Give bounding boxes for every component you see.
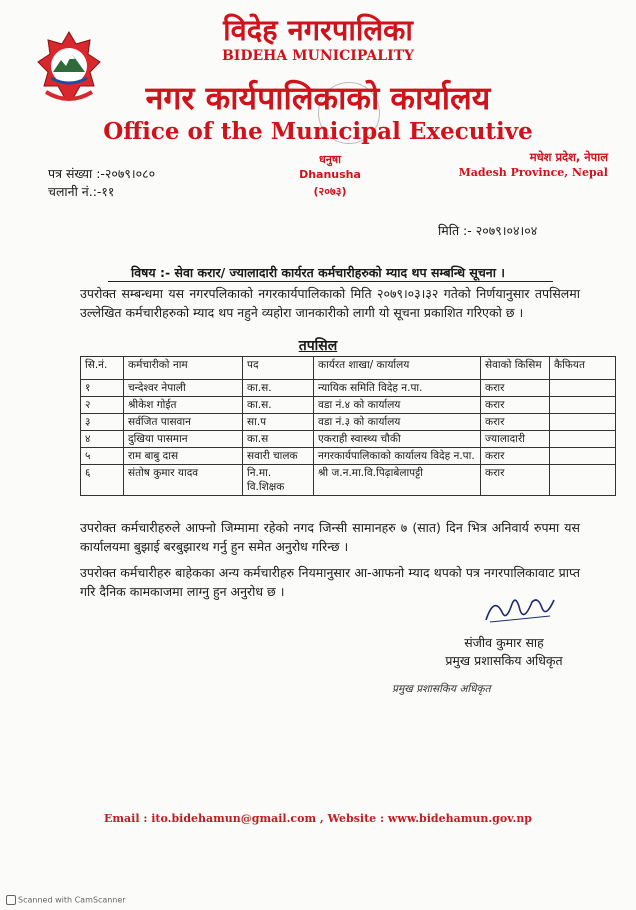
header-serial: सि.नं. [81, 357, 124, 380]
header-service-type: सेवाको किसिम [481, 357, 550, 380]
table-row [81, 380, 616, 397]
cell-serial: ५ [81, 448, 124, 465]
cell-post: सवारी चालक [243, 448, 314, 465]
district-code: (२०७३) [313, 185, 347, 198]
cell-branch: न्यायिक समिति विदेह न.पा. [314, 380, 481, 397]
cell-branch: नगरकार्यपालिकाको कार्यालय विदेह न.पा. [314, 448, 481, 465]
letter-number: पत्र संख्या :-२०७९।०८० [48, 166, 156, 181]
cell-remarks [550, 431, 616, 448]
footer-contact: Email : ito.bidehamun@gmail.com , Website : www.bidehamun.gov.np [103, 812, 533, 825]
scanner-watermark [6, 895, 126, 905]
camscanner-icon [6, 895, 16, 905]
cell-name: दुखिया पासमान [124, 431, 243, 448]
province-nepali: मधेश प्रदेश, नेपाल [529, 150, 608, 164]
cell-name: राम बाबु दास [124, 448, 243, 465]
cell-service-type: ज्यालादारी [481, 431, 550, 448]
office-name-english: Office of the Municipal Executive [103, 118, 533, 145]
cell-service-type: करार [481, 448, 550, 465]
cell-serial: ३ [81, 414, 124, 431]
signer-name: संजीव कुमार साह [464, 635, 544, 650]
cell-branch: वडा नं.३ को कार्यालय [314, 414, 481, 431]
scanner-watermark-text: Scanned with CamScanner [18, 895, 126, 905]
table-row [81, 448, 616, 465]
cell-post: सा.प [243, 414, 314, 431]
cell-branch: वडा नं.४ को कार्यालय [314, 397, 481, 414]
cell-service-type: करार [481, 380, 550, 397]
subject-underline [108, 281, 553, 282]
cell-remarks [550, 414, 616, 431]
cell-name: श्रीकेश गोईत [124, 397, 243, 414]
cell-post: का.स [243, 431, 314, 448]
table-row [81, 397, 616, 414]
cell-branch: श्री ज.न.मा.वि.पिढ़ाबेलापट्टी [314, 465, 481, 496]
cell-serial: १ [81, 380, 124, 397]
table-row [81, 431, 616, 448]
cell-branch: एकराही स्वास्थ्य चौकी [314, 431, 481, 448]
cell-remarks [550, 448, 616, 465]
cell-post: नि.मा. वि.शिक्षक [243, 465, 314, 496]
cell-remarks [550, 465, 616, 496]
body-paragraph-2: उपरोक्त कर्मचारीहरुले आफ्नो जिम्मामा रहेको नगद जिन्सी सामानहरु ७ (सात) दिन भित्र अनिवार्य रुपमा यस कार्यालयमा बुझाई बरबुझारथ गर्नु हुन समेत अनुरोध गरिन्छ । [80, 520, 580, 554]
cell-serial: ४ [81, 431, 124, 448]
body-paragraph-3: उपरोक्त कर्मचारीहरु बाहेकका अन्य कर्मचारीहरु नियमानुसार आ-आफनो म्याद थपको पत्र नगरपालिकावाट प्राप्त गरि दैनिक कामकाजमा लाग्नु हुन अनुरोध छ । [80, 565, 580, 599]
header-name: कर्मचारीको नाम [124, 357, 243, 380]
table-header-row [81, 357, 616, 380]
cell-service-type: करार [481, 397, 550, 414]
header-branch: कार्यरत शाखा/ कार्यालय [314, 357, 481, 380]
annex-title: तपसिल [298, 338, 338, 354]
table-row [81, 414, 616, 431]
cell-service-type: करार [481, 414, 550, 431]
signer-title: प्रमुख प्रशासकिय अधिकृत [445, 653, 563, 668]
header-post: पद [243, 357, 314, 380]
cell-serial: ६ [81, 465, 124, 496]
signer-handwritten-title: प्रमुख प्रशासकिय अधिकृत [392, 683, 491, 695]
cell-service-type: करार [481, 465, 550, 496]
body-paragraph-1: उपरोक्त सम्बन्धमा यस नगरपलिकाको नगरकार्यपालिकाको मिति २०७९।०३।३२ गतेको निर्णयानुसार तपसिलमा उल्लेखित कर्मचारीहरुको म्याद थप नहुने व्यहोरा जानकारीको लागी यो सूचना प्रकाशित गरिएको छ । [80, 286, 580, 320]
cell-remarks [550, 397, 616, 414]
municipality-name-nepali: विदेह नगरपालिका [223, 13, 413, 47]
staff-table [80, 356, 616, 496]
cell-name: चन्देश्वर नेपाली [124, 380, 243, 397]
table-row [81, 465, 616, 496]
cell-name: सर्वजित पासवान [124, 414, 243, 431]
cell-serial: २ [81, 397, 124, 414]
cell-post: का.स. [243, 380, 314, 397]
cell-remarks [550, 380, 616, 397]
district-english: Dhanusha [299, 168, 361, 181]
office-name-nepali: नगर कार्यपालिकाको कार्यालय [145, 79, 491, 117]
signature-icon [480, 592, 560, 628]
cell-post: का.स. [243, 397, 314, 414]
dispatch-number: चलानी नं.:-११ [48, 184, 115, 199]
letter-date: मिति :- २०७९।०४।०४ [438, 223, 538, 238]
province-english: Madesh Province, Nepal [458, 166, 608, 179]
subject-line: विषय :- सेवा करार/ ज्यालादारी कार्यरत कर्मचारीहरुको म्याद थप सम्बन्धि सूचना । [130, 265, 506, 280]
header-remarks: कैफियत [550, 357, 616, 380]
district-nepali: धनुषा [318, 153, 342, 166]
municipality-name-english: BIDEHA MUNICIPALITY [221, 48, 415, 64]
cell-name: संतोष कुमार यादव [124, 465, 243, 496]
